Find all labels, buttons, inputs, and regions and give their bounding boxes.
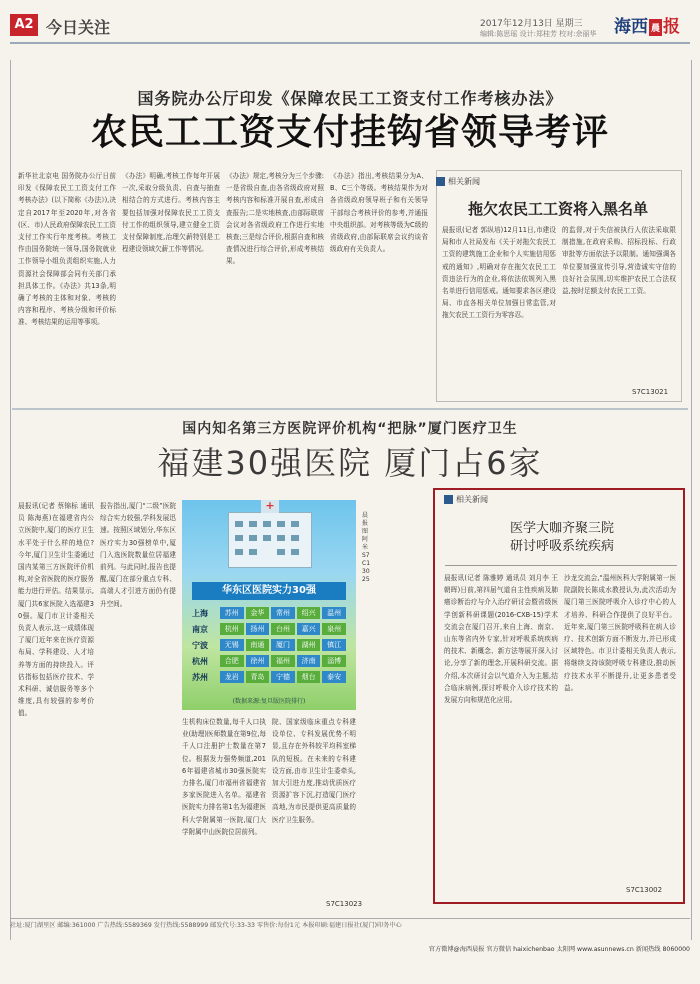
story2-headline: 福建30强医院 厦门占6家 (157, 444, 543, 482)
ranking-cell: 合肥 (220, 655, 244, 667)
footer-info: 社址:厦门湖里区 邮编:361000 广告热线:5589369 发行热线:5588999 邮发代号:33-33 零售价:每份1元 本报印刷:福建日报社(厦门)印务中心 (10, 918, 690, 933)
ranking-cell: 金华 (246, 607, 270, 619)
ranking-cell: 绍兴 (297, 607, 321, 619)
story1-column-3: 《办法》规定,考核分为三个步骤:一是省级自查,由各省级政府对照考核内容和标准开展自查,形成自查报告;二是实地核查,由部际联席会议对各省级政府工作进行实地核查;三是综合评价,根据自查和核查情况进行综合评价,形成考核结果。 (226, 172, 324, 266)
tag-square-icon (436, 177, 445, 186)
story2-kicker: 国内知名第三方医院评价机构“把脉”厦门医疗卫生 (182, 421, 518, 437)
issue-date: 2017年12月13日 星期三 (480, 19, 583, 29)
related-news-label-1: 相关新闻 (448, 177, 480, 186)
ranking-cell: 泰安 (322, 671, 346, 683)
section-divider (12, 408, 688, 413)
story2-column-2: 报告指出,厦门“二级”医院综合实力较强,学科发展迅速。按照区域划分,华东区医疗实力30强榜单中,厦门入选医院数量位居福建前列。与此同时,报告也提醒,厦门在部分重点专科、高端人才引进方面仍有提升空间。 (100, 502, 176, 608)
footer-contacts: 官方微博@海西晨报 官方微信 haixichenbao 太阳网 www.asunnews.cn 新闻热线 8060000 (428, 946, 690, 953)
ranking-row (192, 622, 346, 636)
ranking-city: 上海 (192, 608, 208, 618)
story1-column-4: 《办法》指出,考核结果分为A、B、C三个等级。考核结果作为对各省级政府领导班子和有关领导干部综合考核评价的参考,并通报中央组织部。对考核等级为C级的省级政府,由部际联席会议约谈省级政府有关负责人。 (330, 172, 428, 254)
ranking-city: 苏州 (192, 672, 208, 682)
logo-right: 报 (663, 17, 681, 37)
related-news-tag-1 (436, 176, 480, 187)
ranking-row (192, 654, 346, 668)
related-news-label-2: 相关新闻 (456, 495, 488, 504)
ranking-cell: 龙岩 (220, 671, 244, 683)
logo-mark: 晨 (649, 19, 662, 36)
related-news-column-2b: 沙龙交流会,“温州医科大学附属第一医院副院长陈成水教授认为,此次活动为厦门第三医院呼吸介入诊疗中心的人才培养、科研合作提供了良好平台。近年来,厦门第三医院呼吸科在病人诊疗、技术创新方面不断发力,并已形成区域特色。市卫计委相关负责人表示,将继续支持该院呼吸专科建设,推动医疗技术水平不断提升,让更多患者受益。 (564, 574, 676, 692)
masthead-logo (614, 12, 680, 37)
ranking-cell: 泉州 (322, 623, 346, 635)
ranking-cell: 烟台 (297, 671, 321, 683)
ranking-cell: 嘉兴 (297, 623, 321, 635)
related-news-headline-2 (444, 520, 680, 556)
related-news-column-2a: 晨报讯(记者 陈雅婷 通讯员 刘月李 王朝晖)日前,第四届气道自主性疾病及肺癌诊断治疗与介入治疗研讨会暨省级医学创新科研课题(2016-CXB-15)学术交流会在厦门召开,来自上海、南京、山东等省内外专家,针对呼吸系统疾病的技术、新概念、新方法等展开深入讨论,分享了新的理念,开展科研交流。据介绍,本次研讨会以气道介入为主题,结合临床病例,探讨呼吸介入诊疗技术的发展方向和规范化应用。 (444, 574, 558, 705)
related-news-tag-2 (444, 494, 488, 505)
ranking-grid (192, 606, 346, 686)
medical-cross-icon: + (261, 500, 279, 513)
infographic-credit: 晨报图 阿米 S7C13025 (362, 512, 371, 583)
ranking-row (192, 638, 346, 652)
story1-column-1: 新华社北京电 国务院办公厅日前印发《保障农民工工资支付工作考核办法》(以下简称《办法》),决定自2017年至2020年,对各省(区、市)人民政府保障农民工工资支付工作实行年度考核。考核工作由国务院统一领导,国务院就业工作领导小组负责组织实施,人力资源社会保障部会同有关部门承担具体工作。《办法》共13条,明确了考核的主体和对象、考核的内容和程序、考核分级和评价标准、考核结果的运用等事项。 (18, 172, 116, 327)
page-header (10, 12, 690, 44)
story1-column-2: 《办法》明确,考核工作每年开展一次,采取分级负责、自查与抽查相结合的方式进行。考核内容主要包括加强对保障农民工工资支付工作的组织领导,建立健全工资支付保障制度,治理欠薪特别是工程建设领域欠薪工作等情况。 (122, 172, 220, 254)
ranking-cell: 苏州 (220, 607, 244, 619)
related-headline-line-1: 医学大咖齐聚三院 (509, 521, 614, 536)
ranking-cell: 青岛 (246, 671, 270, 683)
story2-code: S7C13023 (326, 900, 363, 908)
story1-code: S7C13021 (632, 388, 669, 396)
ranking-cell: 徐州 (246, 655, 270, 667)
story1-headline: 农民工工资支付挂钩省领导考评 (90, 111, 609, 153)
related-news-headline-1: 拖欠农民工工资将入黑名单 (467, 200, 648, 218)
headline-rule (445, 565, 677, 566)
ranking-row (192, 606, 346, 620)
ranking-cell: 扬州 (246, 623, 270, 635)
section-tag: A2 (10, 14, 38, 36)
ranking-cell: 宁德 (271, 671, 295, 683)
ranking-cell: 镇江 (322, 639, 346, 651)
ranking-row (192, 670, 346, 684)
logo-left: 海西 (614, 17, 648, 37)
ranking-city: 宁波 (192, 640, 208, 650)
related-news-column-1a: 晨报讯(记者 郭纵培)12月11日,市建设局和市人社局发布《关于对拖欠农民工工资的建筑施工企业和个人实施信用惩戒的通知》,明确对存在拖欠农民工工资违法行为的企业,将依法依规列入黑名单进行信用惩戒。通知要求各区建设局、市直各相关单位加强日常监管,对拖欠农民工工资行为零容忍。 (442, 226, 556, 320)
hospital-building-illustration (228, 500, 312, 568)
related-news-code: S7C13002 (626, 886, 663, 894)
section-name: 今日关注 (46, 18, 111, 37)
infographic-source-note: (数据来源:复旦版医院排行) (232, 698, 306, 705)
ranking-cell: 南通 (246, 639, 270, 651)
ranking-city: 南京 (192, 624, 208, 634)
tag-square-icon (444, 495, 453, 504)
ranking-cell: 温州 (322, 607, 346, 619)
story2-column-1: 晨报讯(记者 蔡锦标 通讯员 陈海燕)在福建省内公立医院中,厦门的医疗卫生水平处于什么样的地位?今年,厦门卫生计生委通过国内某第三方医院评价机构,对全省医院的医疗服务能力进行评估。结果显示,厦门共6家医院入选福建30强。厦门市卫计委相关负责人表示,这一成绩体现了厦门近年来在医疗资源布局、学科建设、人才培养等方面的持续投入。评估指标包括医疗技术、学术科研、诚信服务等多个维度,具有较强的参考价值。 (18, 502, 94, 718)
ranking-cell: 无锡 (220, 639, 244, 651)
ranking-cell: 常州 (271, 607, 295, 619)
staff-credits: 编辑:陈思瑶 设计:郑桂芳 校对:余丽华 (480, 30, 597, 38)
ranking-cell: 台州 (271, 623, 295, 635)
story2-column-3: 生机构床位数量,每千人口执业(助理)医师数量在第9位,每千人口注册护士数量在第7位。根据发力强势频道,2016年福建省城市30强医院实力排名,厦门市福州省福建省多家医院进入名单。福建省医院实力排名第1名为福建医科大学附属第一医院,厦门大学附属中山医院位居前列。 (182, 718, 266, 836)
infographic-title: 华东区医院实力30强 (192, 582, 346, 600)
ranking-cell: 淄博 (322, 655, 346, 667)
related-news-column-1b: 的监督,对于失信被执行人依法采取限制措施,在政府采购、招标投标、行政审批等方面依法予以限制。通知强调各单位要加强宣传引导,营造诚实守信的良好社会氛围,切实维护农民工合法权益,按时足额支付农民工工资。 (562, 226, 676, 296)
ranking-cell: 厦门 (271, 639, 295, 651)
hospital-ranking-infographic (182, 500, 356, 710)
related-headline-line-2: 研讨呼吸系统疾病 (509, 539, 614, 554)
ranking-cell: 杭州 (220, 623, 244, 635)
story2-column-4: 院、国家级临床重点专科建设单位、专科发展优势不明显,且存在外科较平均科室梯队的短板。在未来的专科建设方面,由市卫生计生委牵头,加大引进力度,推动优质医疗资源扩容下沉,打造厦门医疗高地,为市民提供更高质量的医疗卫生服务。 (272, 718, 356, 824)
ranking-cell: 湖州 (297, 639, 321, 651)
ranking-cell: 福州 (271, 655, 295, 667)
ranking-city: 杭州 (192, 656, 208, 666)
ranking-cell: 济南 (297, 655, 321, 667)
story1-kicker: 国务院办公厅印发《保障农民工工资支付工作考核办法》 (137, 89, 563, 108)
